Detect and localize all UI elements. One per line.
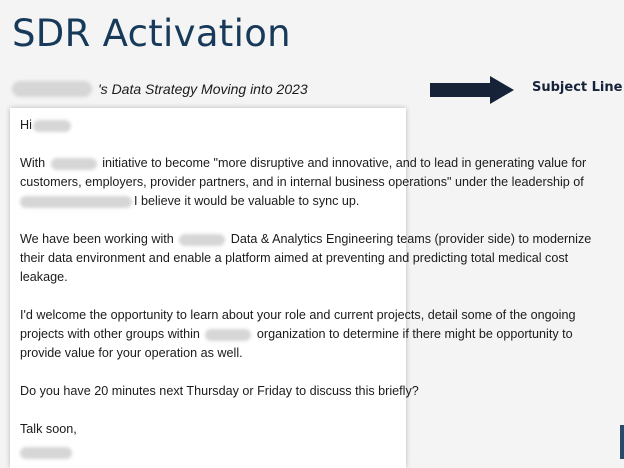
paragraph-opportunity [20, 306, 600, 363]
email-body [20, 116, 600, 462]
signature-row [20, 443, 600, 462]
redacted-company [51, 158, 97, 170]
redacted-company [179, 234, 225, 246]
redacted-leader-name [20, 196, 132, 208]
p1-start: With [20, 156, 46, 170]
edge-element [620, 425, 624, 459]
paragraph-intro [20, 154, 600, 211]
p2-end: Data & Analytics Engineering teams (provider side) to modernize their data environment and enable a platform aimed at preventing and predicting total medical cost leakage. [20, 232, 592, 284]
paragraph-ask: Do you have 20 minutes next Thursday or Friday to discuss this briefly? [20, 384, 419, 398]
subject-text: 's Data Strategy Moving into 2023 [98, 81, 308, 97]
redacted-company-name [12, 81, 92, 97]
p1-middle: initiative to become "more disruptive and innovative, and to lead in generating value for customers, employers, provider partners, and in internal business operations" under the leadership of [20, 156, 587, 189]
greeting [20, 116, 600, 135]
p1-end: I believe it would be valuable to sync up. [134, 194, 360, 208]
subject-line-label: Subject Line [532, 80, 623, 95]
greeting-text: Hi [20, 118, 32, 132]
p3-end: organization to determine if there might be opportunity to provide value for your operation as well. [20, 327, 573, 360]
p2-start: We have been working with [20, 232, 174, 246]
closing: Talk soon, [20, 422, 77, 436]
paragraph-work [20, 230, 600, 287]
p3-start: I'd welcome the opportunity to learn about your role and current projects, detail some of the ongoing projects with other groups within [20, 308, 576, 341]
slide-title: SDR Activation [12, 12, 291, 55]
subject-row [12, 76, 623, 102]
redacted-signature [20, 447, 72, 459]
right-arrow-icon [430, 76, 514, 104]
redacted-recipient-name [33, 120, 71, 132]
redacted-company [205, 329, 251, 341]
